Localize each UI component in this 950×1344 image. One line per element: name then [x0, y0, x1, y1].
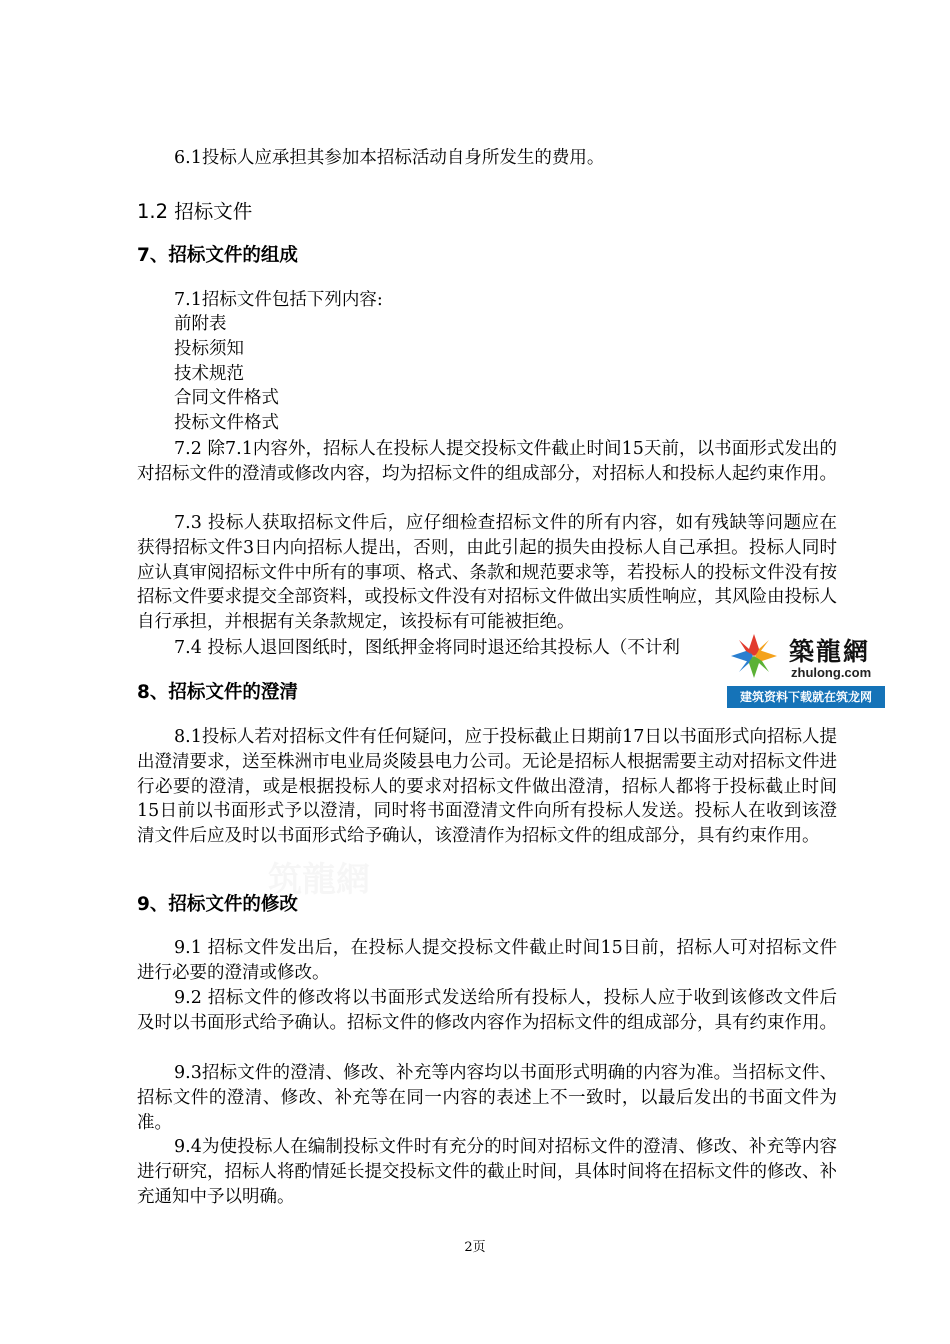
list-item: 投标须知 [174, 338, 244, 359]
zhulong-logo-icon [729, 632, 779, 680]
paragraph-9-1: 9.1 招标文件发出后，在投标人提交投标文件截止时间15日前，招标人可对招标文件进行必要的澄清或修改。 [137, 938, 837, 983]
zhulong-logo [727, 630, 885, 708]
heading-7: 7、招标文件的组成 [137, 245, 298, 266]
paragraph-7-2: 7.2 除7.1内容外，招标人在投标人提交投标文件截止时间15天前，以书面形式发出的对招标文件的澄清或修改内容，均为招标文件的组成部分，对招标人和投标人起约束作用。 [137, 439, 837, 484]
heading-8: 8、招标文件的澄清 [137, 682, 298, 703]
paragraph-7-4: 7.4 投标人退回图纸时，图纸押金将同时退还给其投标人（不计利 [174, 638, 680, 658]
heading-9: 9、招标文件的修改 [137, 894, 298, 915]
section-heading-1-2: 1.2 招标文件 [137, 200, 253, 223]
paragraph-8-1: 8.1投标人若对招标文件有任何疑问，应于投标截止日期前17日以书面形式向招标人提出澄清要求，送至株洲市电业局炎陵县电力公司。无论是招标人根据需要主动对招标文件进行必要的澄清，或是根据投标人的要求对招标文件做出澄清，招标人都将于投标截止时间15日前以书面形式予以澄清，同时将书面澄清文件向所有投标人发送。投标人在收到该澄清文件后应及时以书面形式给予确认，该澄清作为招标文件的组成部分，具有约束作用。 [137, 727, 837, 847]
paragraph-7-3: 7.3 投标人获取招标文件后，应仔细检查招标文件的所有内容，如有残缺等问题应在获得招标文件3日内向招标人提出，否则，由此引起的损失由投标人自己承担。投标人同时应认真审阅招标文件中所有的事项、格式、条款和规范要求等，若投标人的投标文件没有按招标文件要求提交全部资料，或投标文件没有对招标文件做出实质性响应，其风险由投标人自行承担，并根据有关条款规定，该投标有可能被拒绝。 [137, 513, 837, 633]
paragraph-9-2: 9.2 招标文件的修改将以书面形式发送给所有投标人，投标人应于收到该修改文件后及时以书面形式给予确认。招标文件的修改内容作为招标文件的组成部分，具有约束作用。 [137, 988, 837, 1033]
list-item: 投标文件格式 [174, 413, 279, 434]
paragraph-9-4: 9.4为使投标人在编制投标文件时有充分的时间对招标文件的澄清、修改、补充等内容进行研究，招标人将酌情延长提交投标文件的截止时间，具体时间将在招标文件的修改、补充通知中予以明确。 [137, 1137, 837, 1207]
logo-slogan: 建筑资料下载就在筑龙网 [727, 686, 885, 708]
paragraph-9-3: 9.3招标文件的澄清、修改、补充等内容均以书面形式明确的内容为准。当招标文件、招标文件的澄清、修改、补充等在同一内容的表述上不一致时，以最后发出的书面文件为准。 [137, 1063, 837, 1133]
logo-domain: zhulong.com [791, 665, 872, 680]
document-list [174, 312, 279, 436]
list-item: 技术规范 [174, 363, 244, 384]
list-item: 前附表 [174, 314, 227, 334]
logo-chinese-name: 築龍網 [789, 637, 871, 666]
page-number: 2页 [464, 1240, 486, 1255]
paragraph-6-1: 6.1投标人应承担其参加本招标活动自身所发生的费用。 [174, 148, 605, 168]
paragraph-7-1: 7.1招标文件包括下列内容: [174, 290, 383, 310]
list-item: 合同文件格式 [174, 388, 279, 409]
